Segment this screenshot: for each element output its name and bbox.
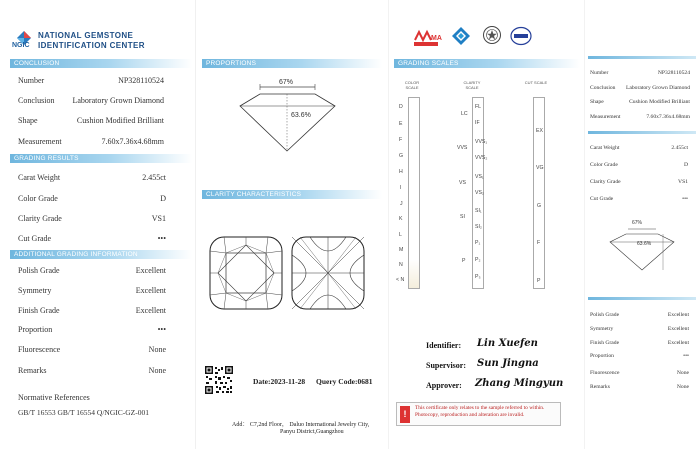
color-grade-n: N [399, 262, 403, 268]
color-grade-e: E [399, 121, 403, 127]
color-grade-h: H [399, 169, 403, 175]
row-label: Symmetry [18, 286, 52, 295]
row-label: Proportion [18, 325, 53, 334]
clarity-vvs1: VVS₁ [475, 139, 488, 145]
disclaimer-text: This certificate only relates to the sample referred to within. Photocopy, reproduction and alteration are invalid. [415, 405, 545, 418]
row-label: Symmetry [590, 326, 614, 332]
row-value: 2.455ct [142, 173, 166, 182]
supervisor-label: Supervisor: [426, 361, 466, 370]
color-grade-m: M [399, 247, 404, 253]
right-panel-stripe-mid [588, 131, 696, 134]
org-name-line2: IDENTIFICATION CENTER [38, 41, 145, 50]
clarity-si2: SI₂ [475, 224, 482, 230]
color-grade-g: G [399, 153, 404, 159]
proportions-diagram [215, 76, 360, 156]
row-value: Cushion Modified Brilliant [629, 99, 690, 105]
color-grade-j: J [400, 201, 403, 207]
cnas-logo [510, 26, 532, 46]
cut-f: F [537, 240, 541, 246]
clarity-section-bar: CLARITY CHARACTERISTICS [202, 190, 382, 199]
fold-line-left [195, 0, 196, 449]
disclaimer-box [396, 402, 561, 426]
normative-text: GB/T 16553 GB/T 16554 Q/NGIC-GZ-001 [18, 408, 149, 417]
proportions-section-bar: PROPORTIONS [202, 59, 382, 68]
clarity-if: IF [475, 120, 480, 126]
clarity-vs1: VS₁ [475, 174, 484, 180]
row-label: Proportion [590, 353, 614, 359]
row-label: Finish Grade [18, 306, 60, 315]
row-value: Laboratory Grown Diamond [72, 96, 164, 105]
cut-scale-bar [533, 97, 545, 289]
row-value: Excellent [135, 266, 166, 275]
row-label: Carat Weight [18, 173, 61, 182]
row-value: None [676, 384, 689, 390]
diamond-logo [451, 26, 471, 46]
issue-date-value: 2023-11-28 [270, 377, 306, 386]
clarity-p3: P₃ [475, 274, 481, 280]
rp-depth-pct: 63.6% [637, 241, 652, 247]
row-value: D [683, 162, 688, 168]
right-panel-stripe-bottom [588, 297, 696, 300]
row-label: Shape [590, 99, 604, 105]
row-label: Polish Grade [18, 266, 60, 275]
row-label: Measurement [18, 137, 62, 146]
row-label: Remarks [18, 366, 47, 375]
row-label: Color Grade [18, 194, 58, 203]
clarity-group-p: P [462, 258, 466, 264]
color-scale-header: COLOR SCALE [404, 80, 420, 90]
row-value: 7.60x7.36x4.68mm [646, 114, 690, 120]
row-value: ••• [157, 234, 166, 243]
row-value: Laboratory Grown Diamond [625, 85, 690, 91]
row-label: Cut Grade [18, 234, 52, 243]
row-value: D [160, 194, 166, 203]
color-scale-bar [408, 97, 420, 289]
additional-info-section-bar: ADDITIONAL GRADING INFORMATION [10, 250, 192, 259]
row-label: Shape [18, 116, 38, 125]
grading-scales-section-bar: GRADING SCALES [394, 59, 580, 68]
issue-date-label: Date: [253, 377, 271, 386]
row-label: Finish Grade [590, 340, 620, 346]
row-label: Carat Weight [590, 145, 620, 151]
row-label: Remarks [590, 384, 610, 390]
clarity-vvs2: VVS₂ [475, 155, 488, 161]
clarity-p2: P₂ [475, 257, 481, 263]
query-code-label: Query Code: [316, 377, 358, 386]
row-value: Excellent [135, 306, 166, 315]
row-value: NP328110524 [657, 70, 690, 76]
normative-title: Normative References [18, 393, 90, 402]
color-grade-k: K [399, 216, 403, 222]
color-grade-d: D [399, 104, 403, 110]
clarity-si1: SI₁ [475, 208, 482, 214]
clarity-vs2: VS₂ [475, 190, 484, 196]
row-label: Number [590, 70, 609, 76]
row-label: Cut Grade [590, 196, 614, 202]
fold-line-right [584, 0, 585, 449]
clarity-fl: FL [475, 104, 482, 110]
row-label: Clarity Grade [590, 179, 621, 185]
row-value: Excellent [667, 326, 689, 332]
row-value: None [148, 345, 166, 354]
row-value: NP328110524 [118, 76, 164, 85]
rp-table-pct: 67% [632, 220, 643, 226]
color-grade-below-n: < N [396, 277, 405, 283]
cut-p: P [537, 278, 541, 284]
clarity-crown-diagram [208, 235, 284, 311]
cut-scale-header: CUT SCALE [524, 80, 548, 85]
row-value: Excellent [667, 312, 689, 318]
clarity-group-lc: LC [461, 111, 468, 117]
row-label: Clarity Grade [18, 214, 62, 223]
address-line2: Panyu District,Guangzhou [280, 429, 344, 435]
clarity-group-si: SI [460, 214, 465, 220]
cma-logo [412, 28, 440, 48]
row-value: Excellent [667, 340, 689, 346]
row-value: 2.455ct [671, 145, 688, 151]
cut-ex: EX [536, 128, 543, 134]
row-value: ••• [683, 353, 689, 359]
grading-results-section-bar: GRADING RESULTS [10, 154, 192, 163]
clarity-scale-header: CLARITY SCALE [463, 80, 481, 90]
rp-proportions-diagram [594, 220, 690, 274]
row-value: Cushion Modified Brilliant [76, 116, 164, 125]
org-name-line1: NATIONAL GEMSTONE [38, 31, 134, 40]
qr-code[interactable] [204, 365, 234, 395]
proportions-table-pct: 67% [279, 79, 294, 86]
svg-text:MA: MA [431, 35, 442, 42]
row-value: VS1 [678, 179, 688, 185]
row-value: None [148, 366, 166, 375]
row-label: Measurement [590, 114, 621, 120]
clarity-group-vvs: VVS [457, 145, 468, 151]
issue-date [253, 377, 305, 386]
color-grade-l: L [399, 232, 402, 238]
row-value: None [676, 370, 689, 376]
clarity-p1: P₁ [475, 240, 481, 246]
clarity-group-vs: VS [459, 180, 466, 186]
cut-g: G [537, 203, 542, 209]
row-label: Fluorescence [590, 370, 620, 376]
approver-label: Approver: [426, 381, 462, 390]
approver-signature: Zhang Mingyun [475, 378, 564, 389]
row-label: Conclusion [590, 85, 616, 91]
identifier-signature: Lin Xuefen [477, 338, 538, 349]
query-code-value: 0681 [357, 377, 373, 386]
row-value: ••• [157, 325, 166, 334]
warning-icon: ! [400, 406, 410, 423]
color-grade-i: I [400, 185, 402, 191]
org-abbr: NGIC [12, 42, 30, 49]
row-value: ••• [682, 196, 688, 202]
conclusion-section-bar: CONCLUSION [10, 59, 192, 68]
row-label: Number [18, 76, 45, 85]
row-label: Fluorescence [18, 345, 61, 354]
clarity-pavilion-diagram [290, 235, 366, 311]
seal-logo [482, 25, 502, 45]
supervisor-signature: Sun Jingna [477, 358, 539, 369]
right-panel-stripe-top [588, 56, 696, 59]
cut-vg: VG [536, 165, 544, 171]
row-label: Color Grade [590, 162, 618, 168]
row-label: Polish Grade [590, 312, 620, 318]
row-value: Excellent [135, 286, 166, 295]
fold-line-middle [388, 0, 389, 449]
row-label: Conclusion [18, 96, 55, 105]
color-grade-f: F [399, 137, 403, 143]
address-line1: Add： C7,2nd Floor， Daluo International Jewelry City, [232, 422, 370, 428]
proportions-depth-pct: 63.6% [291, 112, 311, 119]
identifier-label: Identifier: [426, 341, 462, 350]
row-value: VS1 [151, 214, 166, 223]
query-code [316, 377, 372, 386]
row-value: 7.60x7.36x4.68mm [101, 137, 164, 146]
